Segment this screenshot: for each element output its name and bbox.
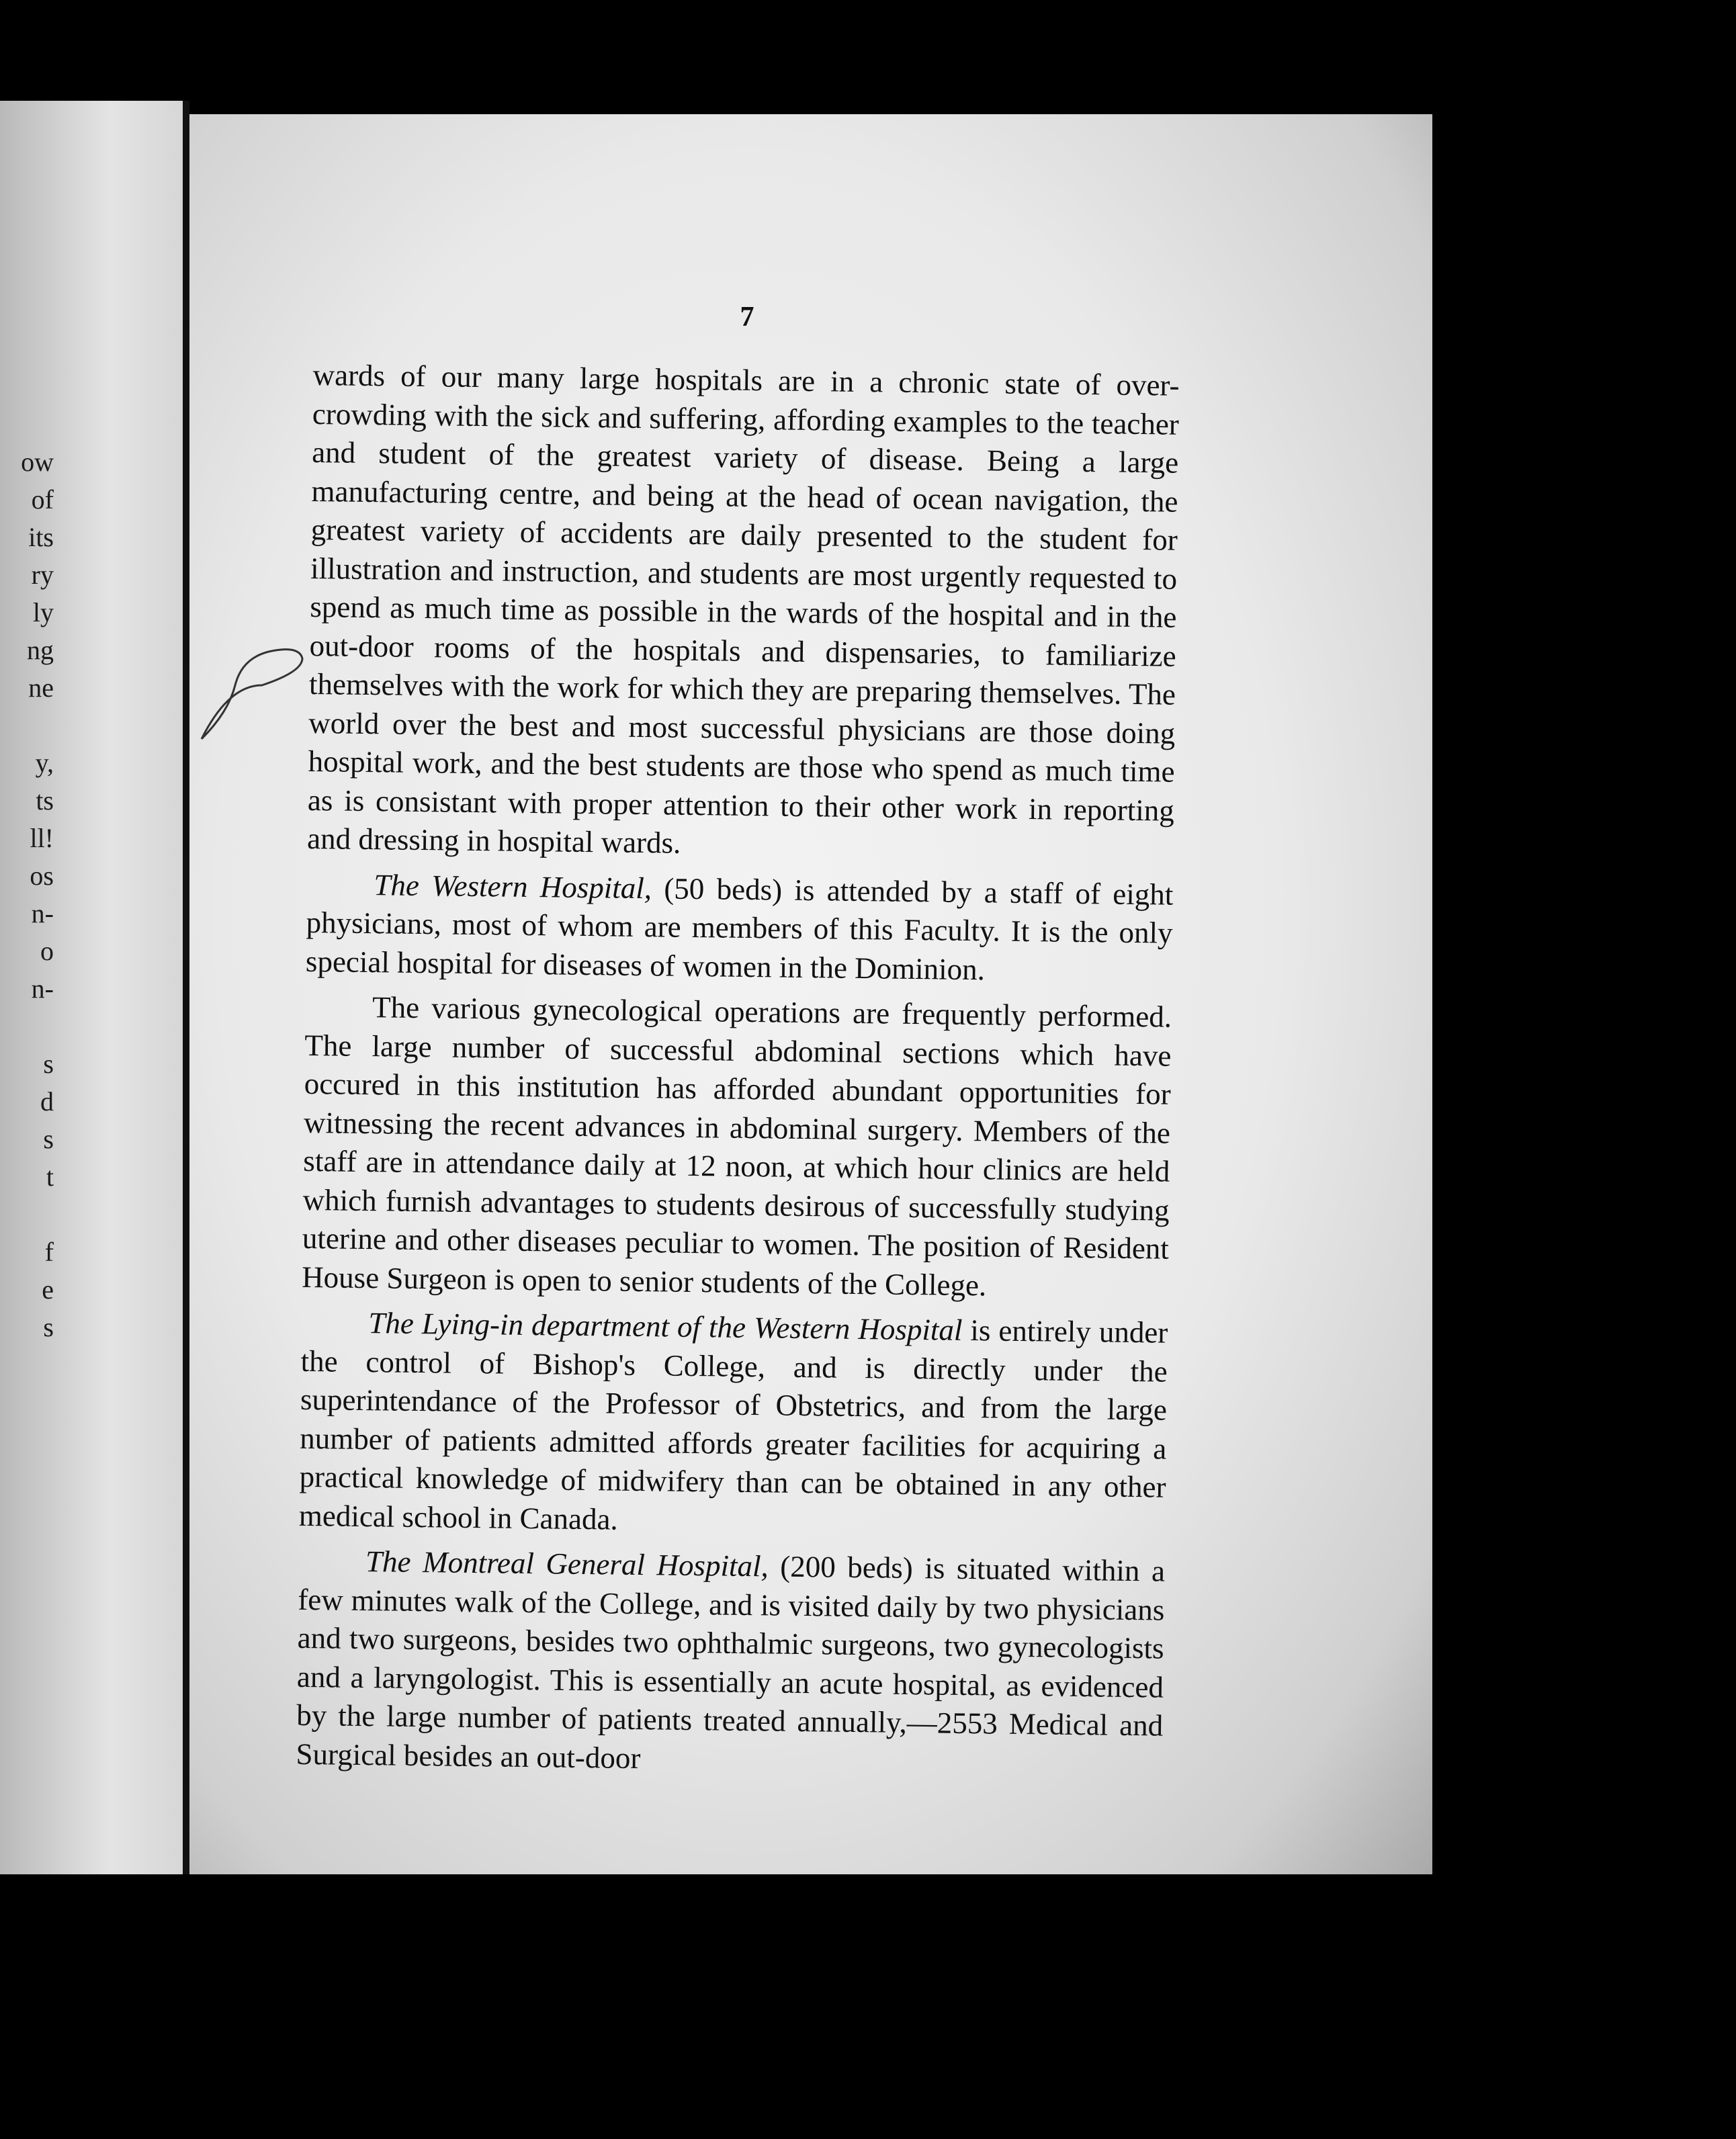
paragraph	[307, 356, 1180, 869]
left-fragment: ne	[28, 672, 54, 703]
left-fragment: e	[42, 1274, 54, 1305]
body-text	[296, 356, 1180, 1791]
left-fragment: n-	[31, 973, 54, 1004]
left-fragment: s	[43, 1124, 54, 1154]
left-fragment: ow	[21, 447, 54, 477]
left-fragment: os	[30, 861, 54, 891]
paragraph	[296, 1542, 1165, 1784]
left-fragment: of	[31, 484, 54, 515]
left-fragment: ly	[32, 597, 54, 627]
left-fragment: s	[43, 1049, 54, 1079]
paragraph	[306, 865, 1174, 991]
paragraph	[302, 988, 1172, 1307]
left-fragment: ry	[31, 560, 54, 590]
page-number: 7	[740, 302, 754, 333]
left-fragment: ng	[27, 635, 54, 665]
left-fragment: d	[40, 1086, 54, 1117]
left-fragment	[0, 1196, 54, 1233]
left-page-edge	[0, 101, 183, 1874]
left-fragment: o	[40, 936, 54, 966]
paragraph-text: wards of our many large hospitals are in a chronic state of over-crowding with the sick and suffering, affording examples to the teacher and student of the greatest variety of disease. Being a large manufacturing centre, and being at the head of ocean navigation, the greatest variety of accidents are daily presented to the student for illustration and instruction, and students are most urgently requested to spend as much time as possible in the wards of the hospital and in the out-door rooms of the hospitals and dispensaries, to familiarize themselves with the work for which they are preparing themselves. The world over the best and most successful physicians are those doing hospital work, and the best students are those who spend as much time as is consistant with proper attention to their other work in reporting and dressing in hospital wards.	[306, 357, 1180, 860]
paragraph-text: The various gynecological operations are frequently performed. The large number of successful abdominal sections which have occured in this institution has afforded abundant opportunities for witnessing the recent advances in abdominal surgery. Members of the staff are in attendance daily at 12 noon, at which hour clinics are held which furnish advantages to students desirous of successfully studying uterine and other diseases peculiar to women. The position of Resident House Surgeon is open to senior students of the College.	[301, 990, 1172, 1302]
paragraph-text: (50 beds) is attended by a staff of eight physicians, most of whom are members of this Faculty. It is the only special hospital for diseases of women in the Dominion.	[305, 871, 1174, 986]
hospital-name: The Montreal General Hospital,	[365, 1544, 769, 1583]
left-fragment: y,	[35, 748, 54, 778]
margin-pen-mark	[188, 645, 322, 752]
left-fragment: f	[44, 1237, 54, 1267]
hospital-name: The Western Hospital,	[374, 867, 652, 905]
department-name: The Lying-in department of the Western Hospital	[368, 1306, 963, 1347]
left-fragment: its	[28, 522, 54, 552]
left-fragment: t	[46, 1162, 54, 1192]
left-fragment	[0, 1008, 54, 1045]
left-fragment: ts	[36, 785, 54, 816]
left-fragment: s	[43, 1312, 54, 1342]
paragraph	[299, 1303, 1168, 1546]
left-fragment: ll!	[30, 823, 54, 853]
paragraph-text: (200 beds) is situated within a few minutes walk of the College, and is visited daily by two physicians and two surgeons, besides two ophthalmic surgeons, two gynecologists and a laryngologist. This is essentially an acute hospital, as evidenced by the large number of patients treated annually,—2553 Medical and Surgical besides an out-door	[296, 1549, 1166, 1775]
left-fragment: n-	[31, 898, 54, 928]
book-gutter	[183, 101, 189, 1874]
left-page-fragments	[0, 443, 54, 1346]
paragraph-text: is entirely under the control of Bishop's College, and is directly under the superintendance of the Professor of Obstetrics, and from the large number of patients admitted affords greater facilities for acquiring a practical knowledge of midwifery than can be obtained in any other medical school in Canada.	[298, 1313, 1168, 1536]
left-fragment	[0, 707, 54, 744]
